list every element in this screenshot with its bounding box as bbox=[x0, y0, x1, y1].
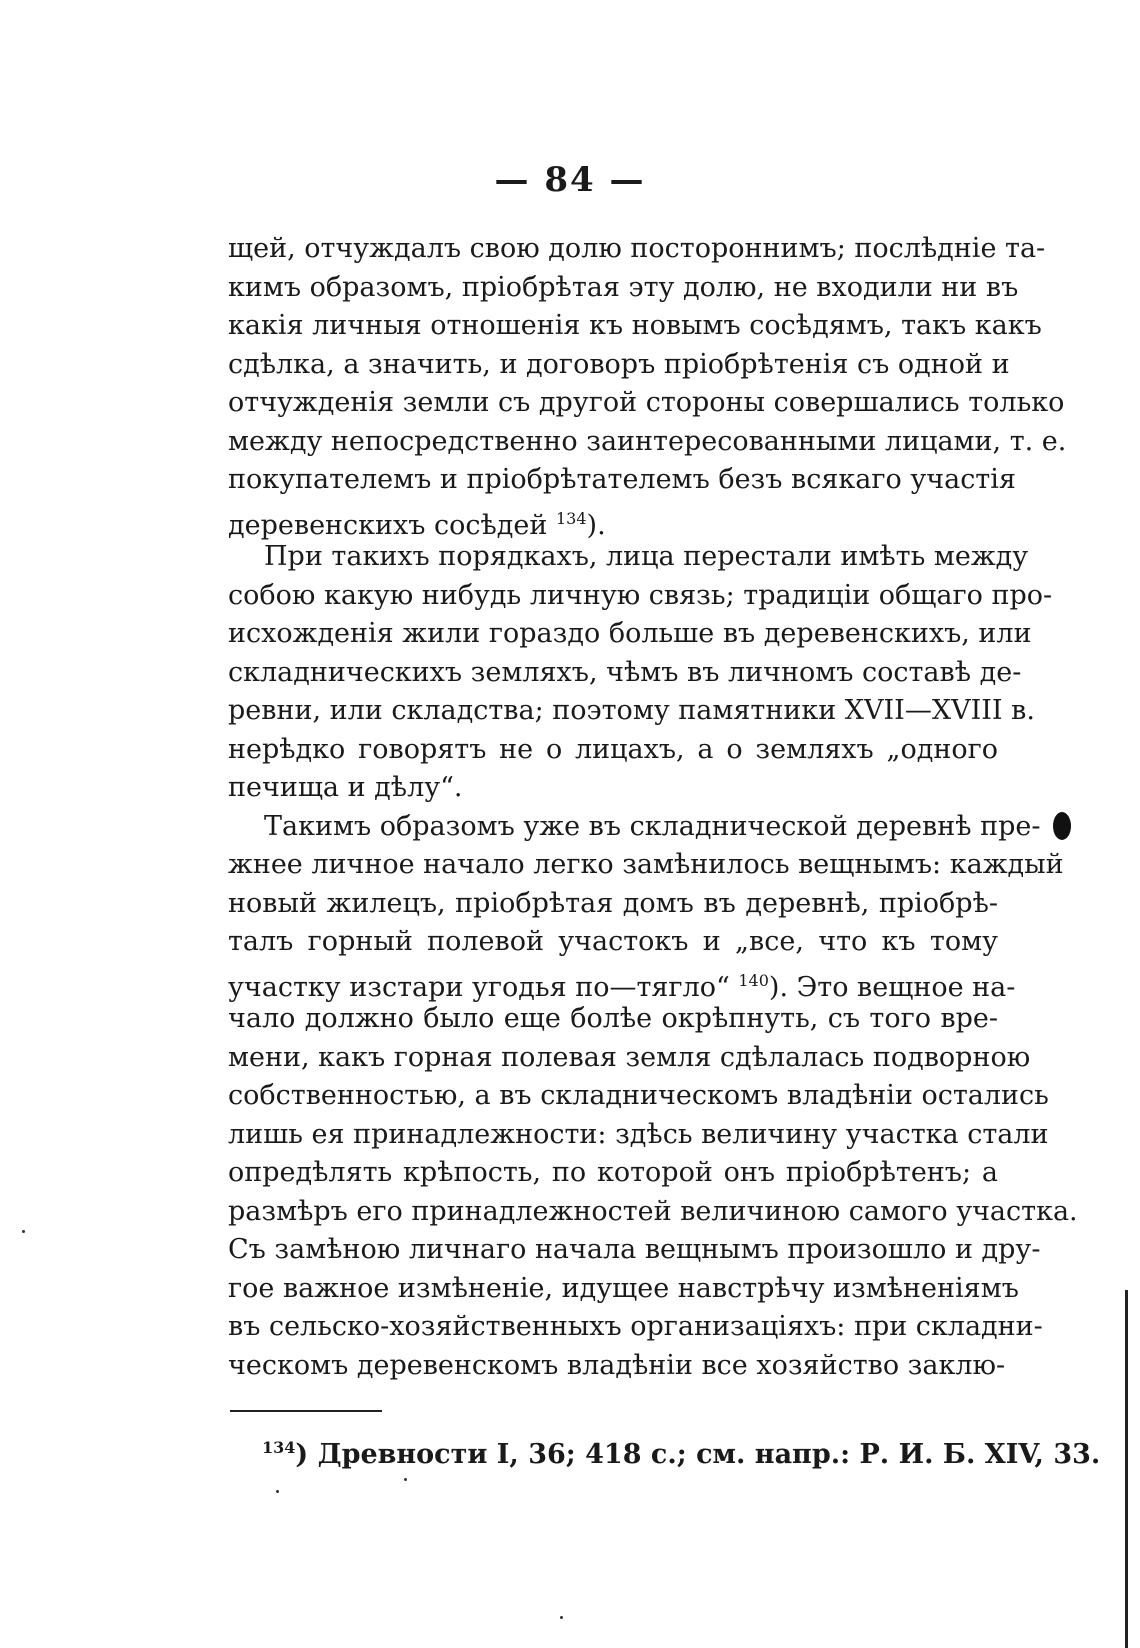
footnote-number: 134 bbox=[262, 1438, 296, 1457]
text-fragment: ). bbox=[586, 509, 606, 541]
footnote-text: ) Древности I, 36; 418 с.; см. напр.: Р. И. Б. XIV, 33. bbox=[295, 1439, 1101, 1470]
text-line: ческомъ деревенскомъ владѣніи все хозяйство заклю- bbox=[228, 1349, 1006, 1381]
text-line: талъ горный полевой участокъ и „все, что къ тому bbox=[228, 926, 998, 957]
text-line: Съ замѣною личнаго начала вещнымъ произошло и дру- bbox=[228, 1234, 1041, 1265]
text-line: размѣръ его принадлежностей величиною самого участка. bbox=[228, 1195, 1078, 1227]
text-fragment: участку изстари угодья по—тягло“ bbox=[228, 971, 730, 1003]
dust-speck bbox=[404, 1478, 407, 1481]
text-line: сдѣлка, а значить, и договоръ пріобрѣтенія съ одной и bbox=[228, 348, 1010, 380]
text-line: собою какую нибудь личную связь; традиціи общаго про- bbox=[228, 579, 1053, 611]
text-fragment: ). Это вещное на- bbox=[768, 971, 1016, 1003]
dust-speck bbox=[276, 1490, 279, 1493]
footnote-ref: 134 bbox=[556, 508, 587, 528]
text-line: покупателемъ и пріобрѣтателемъ безъ всякаго участія bbox=[228, 464, 1016, 495]
text-line: исхожденія жили гораздо больше въ деревенскихъ, или bbox=[228, 618, 1032, 649]
text-line bbox=[228, 962, 1016, 1003]
text-line: въ сельско-хозяйственныхъ организаціяхъ: при складни- bbox=[228, 1311, 1043, 1342]
text-line: чало должно было еще болѣе окрѣпнуть, съ того вре- bbox=[228, 1003, 998, 1034]
text-line: какія личныя отношенія къ новымъ сосѣдямъ, такъ какъ bbox=[228, 310, 1042, 341]
text-line: между непосредственно заинтересованными лицами, т. е. bbox=[228, 425, 1067, 457]
text-line: Такимъ образомъ уже въ складнической деревнѣ пре- bbox=[264, 810, 1041, 842]
text-line: нерѣдко говорятъ не о лицахъ, а о земляхъ „одного bbox=[228, 733, 998, 765]
text-line bbox=[228, 500, 998, 539]
text-line: отчужденія земли съ другой стороны совершались только bbox=[228, 387, 1065, 418]
text-line: жнее личное начало легко замѣнилось вещнымъ: каждый bbox=[228, 849, 1064, 880]
text-line: мени, какъ горная полевая земля сдѣлалась подворною bbox=[228, 1041, 1031, 1073]
ink-blot-mark bbox=[1053, 812, 1071, 840]
text-line: собственностью, а въ складническомъ владѣніи остались bbox=[228, 1080, 1049, 1111]
dust-speck bbox=[560, 1616, 563, 1619]
page-edge-line bbox=[1125, 1290, 1128, 1648]
text-line: ревни, или складства; поэтому памятники XVII—XVIII в. bbox=[228, 695, 1035, 726]
text-line: печища и дѣлу“. bbox=[228, 772, 463, 803]
body-text bbox=[228, 230, 1078, 1385]
text-fragment: деревенскихъ сосѣдей bbox=[228, 509, 548, 541]
text-line: новый жилецъ, пріобрѣтая домъ въ деревнѣ, пріобрѣ- bbox=[228, 887, 998, 919]
footnote-ref: 140 bbox=[738, 970, 769, 990]
footnote bbox=[262, 1438, 1100, 1470]
footnote-divider bbox=[230, 1410, 382, 1412]
dust-speck bbox=[22, 1230, 25, 1233]
text-line: лишь ея принадлежности: здѣсь величину участка стали bbox=[228, 1118, 1049, 1150]
text-line: кимъ образомъ, пріобрѣтая эту долю, не входили ни въ bbox=[228, 271, 1019, 303]
text-line: гое важное измѣненіе, идущее навстрѣчу измѣненіямъ bbox=[228, 1272, 1019, 1304]
text-line: При такихъ порядкахъ, лица перестали имѣть между bbox=[264, 541, 1029, 572]
page-number: — 84 — bbox=[494, 160, 646, 200]
text-line: щей, отчуждалъ свою долю постороннимъ; послѣдніе та- bbox=[228, 233, 1046, 264]
text-line: складническихъ земляхъ, чѣмъ въ личномъ составѣ де- bbox=[228, 656, 1022, 688]
text-line: опредѣлять крѣпость, по которой онъ пріобрѣтенъ; а bbox=[228, 1157, 998, 1188]
